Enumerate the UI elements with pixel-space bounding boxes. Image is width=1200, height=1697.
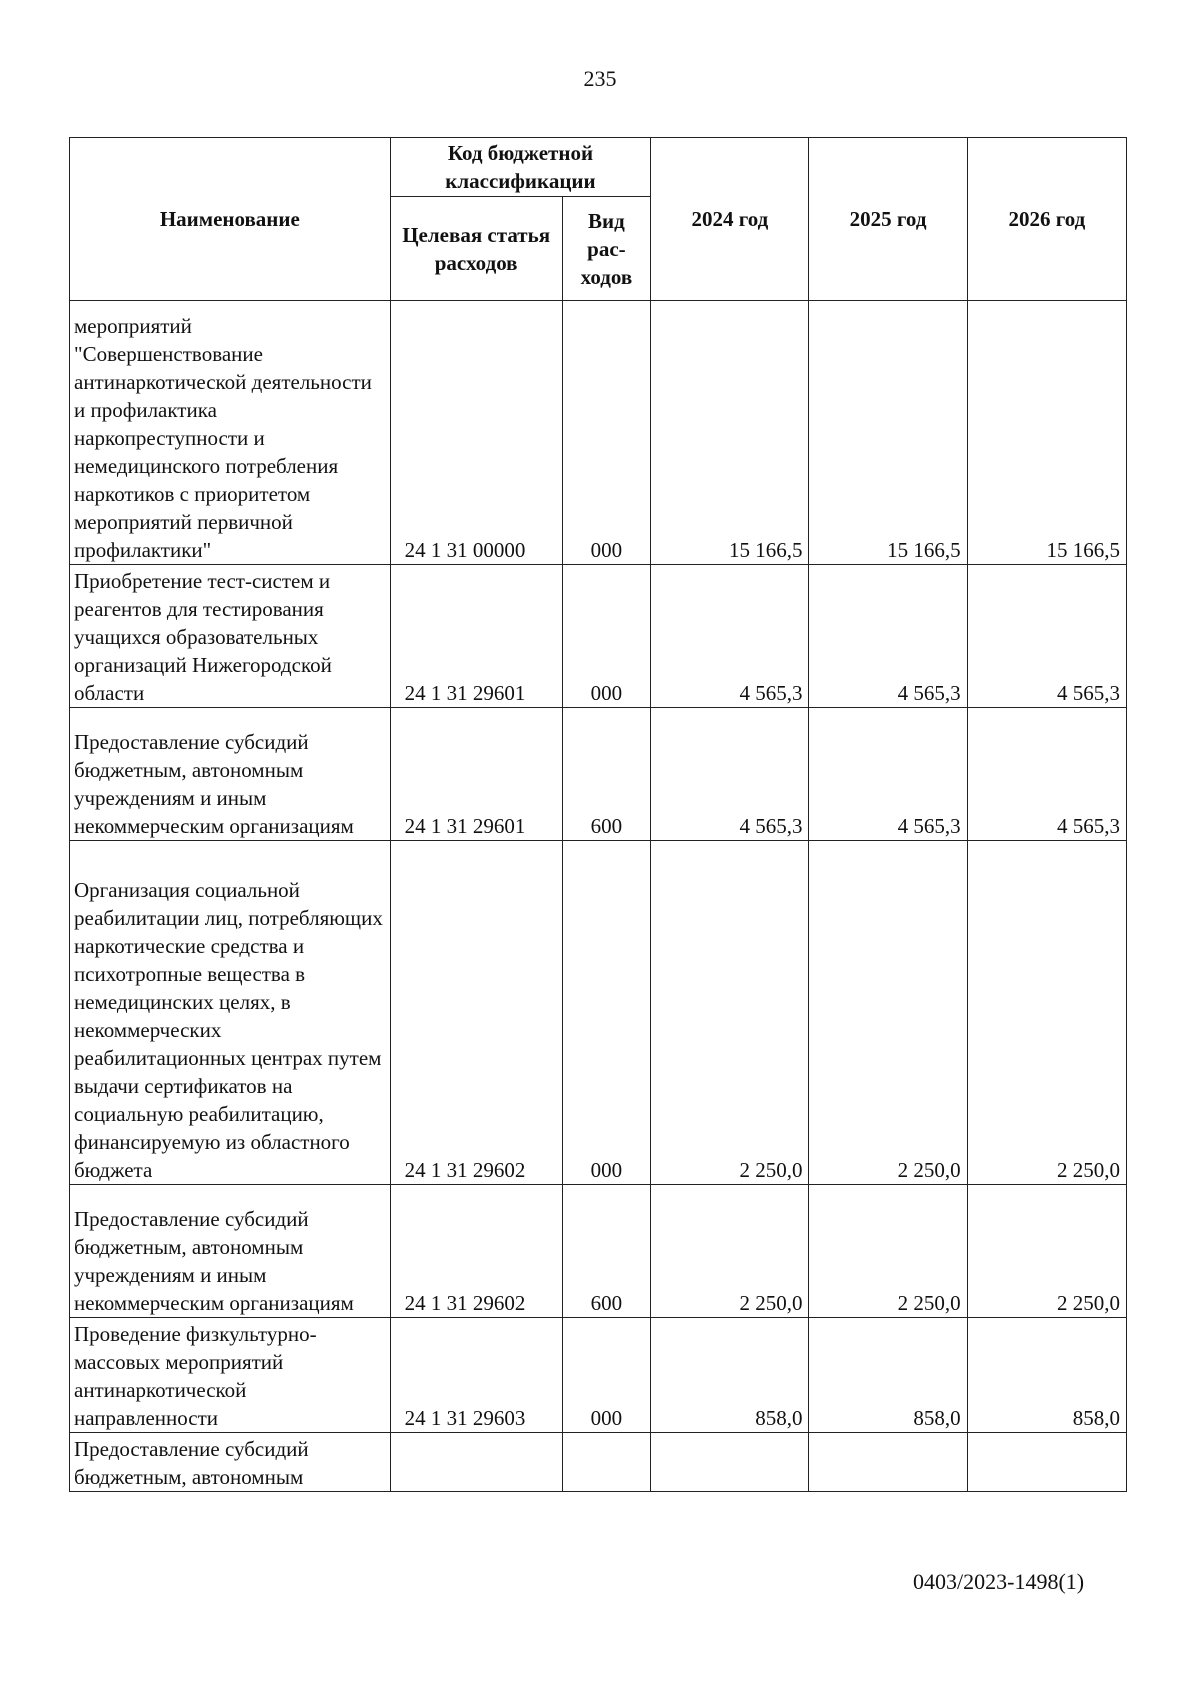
row-value-2026: 2 250,0: [967, 1185, 1126, 1318]
row-target-article: 24 1 31 29603: [390, 1318, 562, 1433]
row-expense-kind: 000: [562, 565, 651, 708]
row-value-2026: 4 565,3: [967, 708, 1126, 841]
header-name: Наименование: [70, 138, 391, 301]
header-budget-code: Код бюджетной классификации: [390, 138, 651, 197]
table-row: [70, 1318, 1127, 1433]
header-year-2024: 2024 год: [651, 138, 809, 301]
table-row: [70, 708, 1127, 841]
page-number: 235: [583, 66, 617, 91]
row-value-2025: 4 565,3: [809, 708, 967, 841]
row-name: Проведение физкультурно-массовых мероприятий антинаркотической направленности: [70, 1318, 391, 1433]
table-row: [70, 301, 1127, 565]
row-value-2025: 858,0: [809, 1318, 967, 1433]
row-value-2024: 4 565,3: [651, 708, 809, 841]
header-target-article: Целевая статья расходов: [390, 197, 562, 301]
row-value-2025: 2 250,0: [809, 841, 967, 1185]
row-value-2026: 858,0: [967, 1318, 1126, 1433]
header-year-2026: 2026 год: [967, 138, 1126, 301]
row-value-2025: 4 565,3: [809, 565, 967, 708]
table-row: [70, 1433, 1127, 1492]
row-target-article: 24 1 31 29602: [390, 1185, 562, 1318]
row-target-article: 24 1 31 00000: [390, 301, 562, 565]
row-value-2024: 2 250,0: [651, 841, 809, 1185]
row-name: мероприятий "Совершенствование антинаркотической деятельности и профилактика наркопреступности и немедицинского потребления наркотиков с приоритетом мероприятий первичной профилактики": [70, 301, 391, 565]
row-value-2024: 4 565,3: [651, 565, 809, 708]
table-header: [70, 138, 1127, 301]
row-expense-kind: 000: [562, 1318, 651, 1433]
row-value-2026: [967, 1433, 1126, 1492]
row-value-2024: 15 166,5: [651, 301, 809, 565]
table-body: [70, 301, 1127, 1492]
row-target-article: 24 1 31 29601: [390, 708, 562, 841]
row-value-2024: 2 250,0: [651, 1185, 809, 1318]
row-expense-kind: [562, 1433, 651, 1492]
row-value-2025: 2 250,0: [809, 1185, 967, 1318]
row-value-2026: 4 565,3: [967, 565, 1126, 708]
row-value-2026: 2 250,0: [967, 841, 1126, 1185]
header-year-2025: 2025 год: [809, 138, 967, 301]
row-expense-kind: 000: [562, 841, 651, 1185]
budget-table: [69, 137, 1127, 1492]
document-code: 0403/2023-1498(1): [913, 1569, 1085, 1594]
row-value-2025: 15 166,5: [809, 301, 967, 565]
row-value-2024: 858,0: [651, 1318, 809, 1433]
header-expense-kind: Вид рас-ходов: [562, 197, 651, 301]
row-name: Приобретение тест-систем и реагентов для тестирования учащихся образовательных организаций Нижегородской области: [70, 565, 391, 708]
row-name: Предоставление субсидий бюджетным, автономным учреждениям и иным некоммерческим организациям: [70, 708, 391, 841]
row-value-2026: 15 166,5: [967, 301, 1126, 565]
row-name: Предоставление субсидий бюджетным, автономным учреждениям и иным некоммерческим организациям: [70, 1185, 391, 1318]
row-name: Организация социальной реабилитации лиц, потребляющих наркотические средства и психотропные вещества в немедицинских целях, в некоммерческих реабилитационных центрах путем выдачи сертификатов на социальную реабилитацию, финансируемую из областного бюджета: [70, 841, 391, 1185]
row-expense-kind: 000: [562, 301, 651, 565]
row-value-2024: [651, 1433, 809, 1492]
row-target-article: [390, 1433, 562, 1492]
row-name: Предоставление субсидий бюджетным, автономным: [70, 1433, 391, 1492]
table-row: [70, 841, 1127, 1185]
table-row: [70, 565, 1127, 708]
row-target-article: 24 1 31 29602: [390, 841, 562, 1185]
row-value-2025: [809, 1433, 967, 1492]
table-row: [70, 1185, 1127, 1318]
row-expense-kind: 600: [562, 1185, 651, 1318]
row-target-article: 24 1 31 29601: [390, 565, 562, 708]
row-expense-kind: 600: [562, 708, 651, 841]
